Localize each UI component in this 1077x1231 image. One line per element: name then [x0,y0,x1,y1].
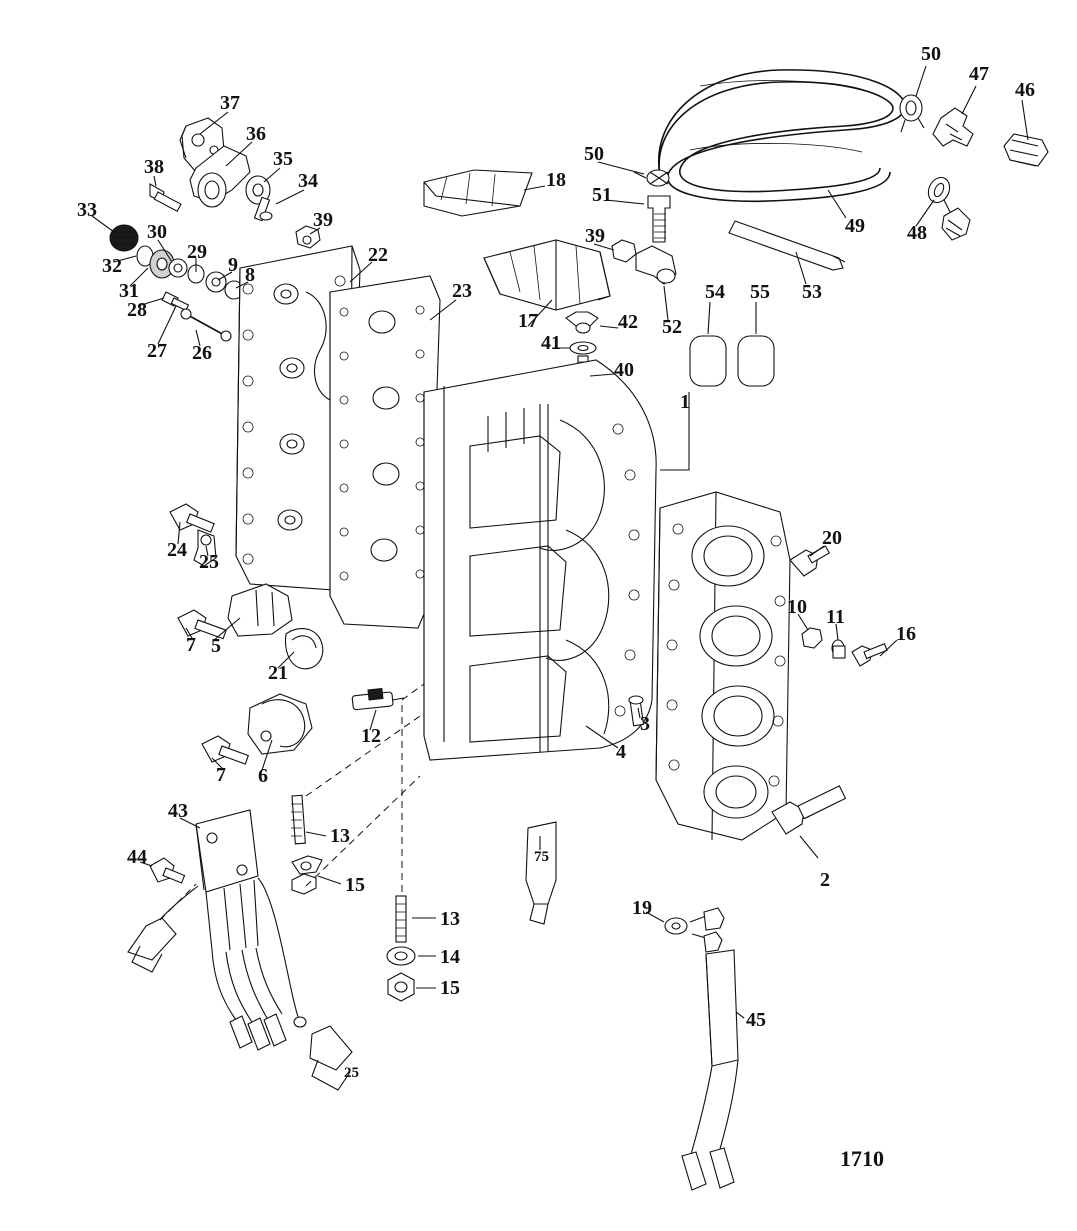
callout-51: 51 [592,184,612,206]
part-washer-9 [206,272,226,292]
callout-19: 19 [632,897,652,919]
callout-44: 44 [127,846,147,868]
callout-31: 31 [119,280,139,302]
callout-7-upper: 7 [186,634,196,656]
part-bolt-38 [150,184,181,211]
part-nut-15b [388,973,414,1001]
callout-35: 35 [273,148,293,170]
callout-9: 9 [228,254,238,276]
callout-18: 18 [546,169,566,191]
callout-23: 23 [452,280,472,302]
part-clamp-21 [286,629,323,669]
part-bolt-24 [170,504,214,532]
callout-37: 37 [220,92,240,114]
part-wingnut-42 [566,312,598,333]
part-nut-15a2 [292,874,316,894]
part-bearing-cap-6 [248,694,312,754]
callout-45: 45 [746,1009,766,1031]
callout-42: 42 [618,311,638,333]
part-elbow-52 [636,246,676,284]
part-nut-39-right [612,240,636,262]
part-dowel-11 [832,640,845,658]
part-pad-54 [690,336,726,386]
part-cover-18 [424,170,532,216]
part-crankcase-cover-4 [656,492,790,840]
callout-16: 16 [896,623,916,645]
callout-1: 1 [680,391,690,413]
part-clamp-50-right [900,95,924,132]
callout-10: 10 [787,596,807,618]
callout-12: 12 [361,725,381,747]
part-sealant-75 [526,822,556,924]
part-cover-17 [484,240,610,310]
callout-28: 28 [127,299,147,321]
callout-34: 34 [298,170,318,192]
callout-27: 27 [147,340,167,362]
part-cylinder-block-1 [424,360,656,763]
part-bolt-51 [648,196,670,242]
part-clamp-5 [228,584,292,636]
callout-15-lower: 15 [440,977,460,999]
callout-13-lower: 13 [440,908,460,930]
part-bolt-44 [150,858,185,883]
callout-48: 48 [907,222,927,244]
callout-41: 41 [541,332,561,354]
callout-3: 3 [640,713,650,735]
part-sensor-12 [352,689,404,710]
callout-54: 54 [705,281,725,303]
part-bushing-10 [802,628,822,648]
callout-40: 40 [614,359,634,381]
part-washer-14 [387,947,415,965]
part-stud-13a [291,795,305,844]
part-rod-53 [729,221,845,270]
callout-25-connector: 25 [344,1065,359,1081]
callout-4: 4 [616,741,626,763]
callout-8: 8 [245,264,255,286]
part-plug-46 [1004,134,1048,166]
part-stud-13b [396,896,406,942]
figure-number: 1710 [840,1146,884,1171]
callout-49: 49 [845,215,865,237]
part-grommet-33 [110,225,138,251]
part-washer-15a [292,856,322,874]
part-pad-55 [738,336,774,386]
callout-39-left: 39 [313,209,333,231]
callout-55: 55 [750,281,770,303]
part-bolt-7b [202,736,248,764]
callout-2: 2 [820,869,830,891]
callout-43: 43 [168,800,188,822]
callout-46: 46 [1015,79,1035,101]
callout-36: 36 [246,123,266,145]
part-hose-49 [659,70,905,201]
callout-30: 30 [147,221,167,243]
callout-25: 25 [199,551,219,573]
callout-32: 32 [102,255,122,277]
callout-11: 11 [826,606,845,628]
callout-26: 26 [192,342,212,364]
callout-53: 53 [802,281,822,303]
callout-20: 20 [822,527,842,549]
callout-22: 22 [368,244,388,266]
callout-47: 47 [969,63,989,85]
callout-17: 17 [518,310,538,332]
callout-24: 24 [167,539,187,561]
part-cable-45 [665,908,738,1190]
part-washer-41 [570,342,596,354]
callout-7-lower: 7 [216,764,226,786]
callout-13-upper: 13 [330,825,350,847]
part-link-26 [181,309,231,341]
callout-50-right: 50 [921,43,941,65]
callout-33: 33 [77,199,97,221]
callout-29: 29 [187,241,207,263]
callout-75: 75 [534,849,549,865]
callout-15-upper: 15 [345,874,365,896]
part-bolt-20 [790,546,829,576]
callout-52: 52 [662,316,682,338]
callout-5: 5 [211,635,221,657]
part-fitting-48 [924,174,970,240]
callout-50-left: 50 [584,143,604,165]
callout-14: 14 [440,946,460,968]
callout-21: 21 [268,662,288,684]
part-fitting-47 [933,108,973,146]
callout-6: 6 [258,765,268,787]
callout-39-right: 39 [585,225,605,247]
callout-38: 38 [144,156,164,178]
part-rectifier-43 [128,810,352,1090]
